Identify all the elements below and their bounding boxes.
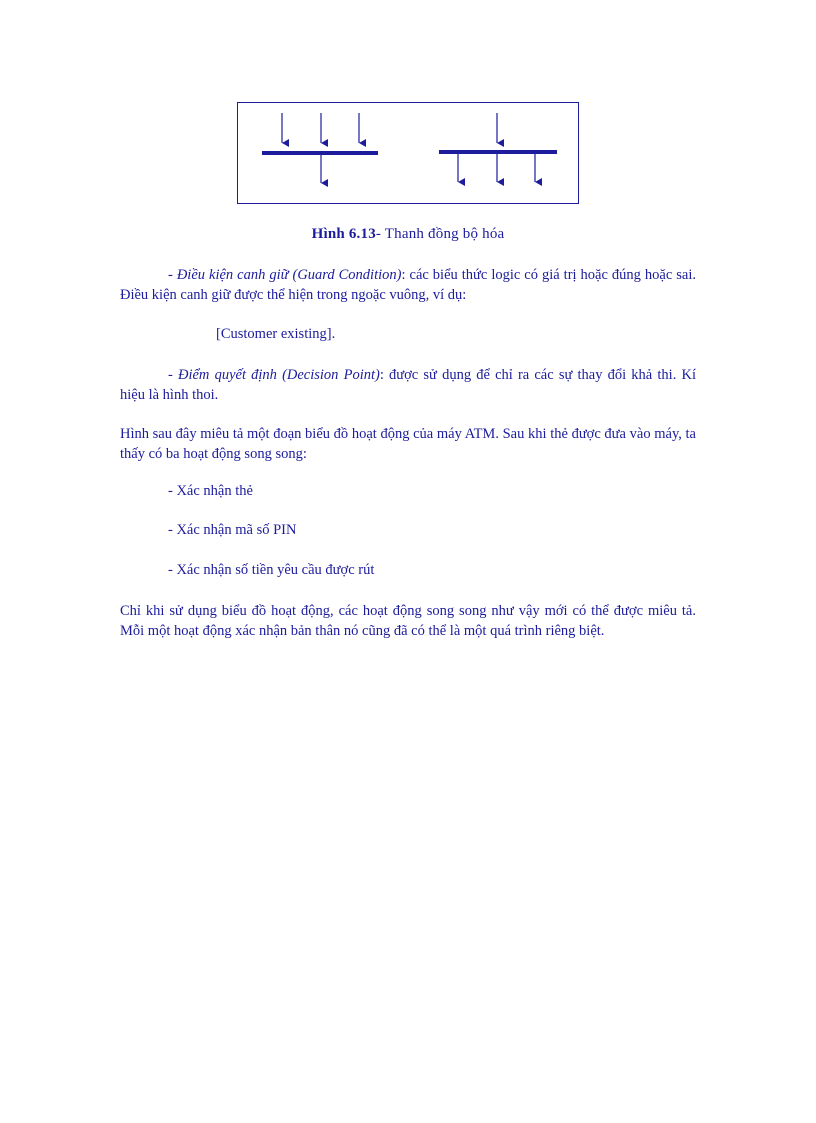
decision-point-text: : được sử dụng để chỉ ra các sự thay đổi khả thi. Kí hiệu là hình thoi. <box>120 367 696 403</box>
guard-example: [Customer existing]. <box>216 326 336 342</box>
decision-dash: - <box>168 367 178 383</box>
guard-condition-text: : các biểu thức logic có giá trị hoặc đúng hoặc sai. Điều kiện canh giữ được thể hiện trong ngoặc vuông, ví dụ: <box>120 267 696 303</box>
activity-item-card: - Xác nhận thẻ <box>168 483 253 499</box>
activity-item-amount: - Xác nhận số tiền yêu cầu được rút <box>168 562 375 578</box>
guard-dash: - <box>168 267 177 283</box>
figure-caption-text: - Thanh đồng bộ hóa <box>375 226 505 242</box>
guard-condition-paragraph <box>120 265 696 305</box>
conclusion-paragraph: Chỉ khi sử dụng biểu đồ hoạt động, các hoạt động song song như vậy mới có thể được miêu tả. Mỗi một hoạt động xác nhận bản thân nó cũng đã có thể là một quá trình riêng biệt. <box>120 603 696 639</box>
figure-caption <box>0 226 816 243</box>
atm-intro-paragraph: Hình sau đây miêu tả một đoạn biểu đồ hoạt động của máy ATM. Sau khi thẻ được đưa vào máy, ta thấy có ba hoạt động song song: <box>120 426 696 462</box>
activity-item-pin: - Xác nhận mã số PIN <box>168 522 297 538</box>
decision-point-term: Điểm quyết định (Decision Point) <box>178 367 380 383</box>
guard-condition-term: Điều kiện canh giữ (Guard Condition) <box>176 267 402 283</box>
join-bar <box>262 151 378 155</box>
synchronization-bar-diagram <box>238 103 580 205</box>
figure-number: Hình 6.13 <box>311 226 376 242</box>
decision-point-paragraph <box>120 365 696 405</box>
join-bar-group <box>262 113 378 183</box>
fork-bar-group <box>439 113 557 182</box>
synchronization-bar-figure <box>237 102 579 204</box>
fork-bar <box>439 150 557 154</box>
